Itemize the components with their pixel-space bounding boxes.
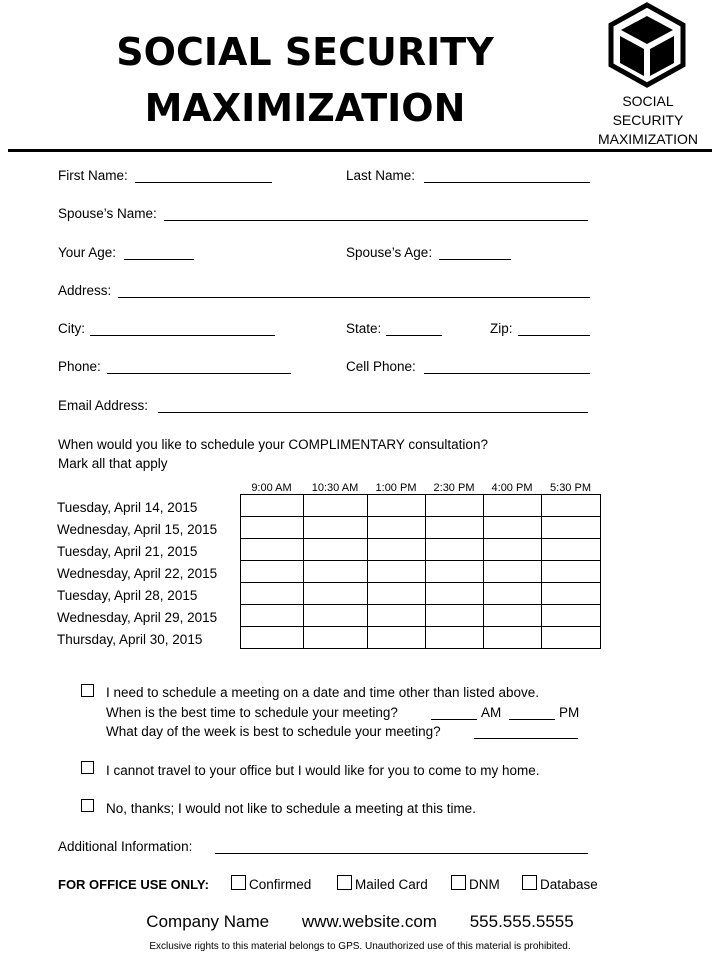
page-title-line1: SOCIAL SECURITY [116,30,494,74]
first-name-field[interactable] [135,182,272,183]
schedule-cell[interactable] [426,495,484,517]
schedule-cell[interactable] [304,517,368,539]
schedule-cell[interactable] [484,583,542,605]
schedule-cell[interactable] [426,539,484,561]
date-label: Tuesday, April 14, 2015 [57,500,198,515]
home-visit-label: I cannot travel to your office but I would like for you to come to my home. [106,763,540,778]
state-label: State: [346,321,382,336]
date-label: Wednesday, April 15, 2015 [57,522,218,537]
schedule-question: When would you like to schedule your COMPLIMENTARY consultation? [58,437,488,452]
home-visit-checkbox[interactable] [81,761,94,774]
footer-phone: 555.555.5555 [469,912,574,931]
your-age-field[interactable] [124,259,194,260]
schedule-cell[interactable] [542,517,601,539]
pm-label: PM [559,705,580,720]
copyright-note: Exclusive rights to this material belongs to GPS. Unauthorized use of this material is prohibited. [149,941,571,952]
schedule-row [241,517,601,539]
schedule-cell[interactable] [241,605,304,627]
best-time-am-field[interactable] [431,719,477,720]
date-label: Tuesday, April 21, 2015 [57,544,198,559]
header-divider [8,149,712,152]
schedule-cell[interactable] [426,583,484,605]
additional-info-field[interactable] [215,853,588,854]
time-header: 4:00 PM [491,482,533,494]
zip-label: Zip: [490,321,513,336]
best-time-pm-field[interactable] [509,719,555,720]
confirmed-label: Confirmed [249,877,312,892]
your-age-label: Your Age: [58,245,117,260]
schedule-cell[interactable] [484,605,542,627]
logo-text-line3: MAXIMIZATION [597,131,699,147]
company-name: Company Name [146,912,270,931]
schedule-cell[interactable] [368,539,426,561]
am-label: AM [481,705,502,720]
email-label: Email Address: [58,398,149,413]
email-field[interactable] [158,412,588,413]
schedule-cell[interactable] [426,605,484,627]
other-time-label: I need to schedule a meeting on a date and time other than listed above. [106,685,540,700]
spouse-name-label: Spouse’s Name: [58,206,157,221]
dnm-checkbox[interactable] [451,875,466,890]
schedule-cell[interactable] [368,561,426,583]
logo-text-line2: SECURITY [612,112,684,128]
database-label: Database [540,877,598,892]
spouse-name-field[interactable] [164,220,588,221]
mailed-card-checkbox[interactable] [337,875,352,890]
date-label: Wednesday, April 29, 2015 [57,610,218,625]
last-name-label: Last Name: [346,168,416,183]
schedule-cell[interactable] [241,561,304,583]
schedule-cell[interactable] [368,517,426,539]
state-field[interactable] [386,335,442,336]
logo-text [588,92,708,149]
schedule-cell[interactable] [304,583,368,605]
cell-phone-label: Cell Phone: [346,359,416,374]
schedule-row [241,561,601,583]
mailed-card-label: Mailed Card [355,877,428,892]
schedule-cell[interactable] [484,517,542,539]
phone-label: Phone: [58,359,101,374]
schedule-cell[interactable] [484,627,542,649]
spouse-age-field[interactable] [439,259,511,260]
schedule-row [241,605,601,627]
schedule-cell[interactable] [542,495,601,517]
schedule-grid [240,494,601,649]
page-title-line2: MAXIMIZATION [144,86,466,130]
address-field[interactable] [118,297,590,298]
time-header: 10:30 AM [311,482,359,494]
schedule-cell[interactable] [484,561,542,583]
schedule-row [241,539,601,561]
schedule-cell[interactable] [542,583,601,605]
schedule-cell[interactable] [241,517,304,539]
first-name-label: First Name: [58,168,128,183]
schedule-cell[interactable] [241,583,304,605]
schedule-cell[interactable] [368,495,426,517]
schedule-cell[interactable] [542,561,601,583]
city-label: City: [58,321,85,336]
website-link[interactable]: www.website.com [301,912,437,931]
schedule-cell[interactable] [368,627,426,649]
city-field[interactable] [90,335,275,336]
schedule-cell[interactable] [304,627,368,649]
logo-text-line1: SOCIAL [622,93,674,109]
schedule-row [241,627,601,649]
confirmed-checkbox[interactable] [231,875,246,890]
zip-field[interactable] [518,335,590,336]
last-name-field[interactable] [424,182,590,183]
schedule-cell[interactable] [241,495,304,517]
address-label: Address: [58,283,112,298]
best-day-field[interactable] [474,738,578,739]
schedule-cell[interactable] [426,627,484,649]
schedule-cell[interactable] [304,495,368,517]
cell-phone-field[interactable] [424,373,590,374]
schedule-cell[interactable] [426,517,484,539]
best-time-label: When is the best time to schedule your meeting? [106,705,398,720]
cube-logo-icon [607,2,687,88]
schedule-cell[interactable] [241,539,304,561]
schedule-cell[interactable] [241,627,304,649]
schedule-cell[interactable] [542,605,601,627]
date-label: Thursday, April 30, 2015 [57,632,203,647]
schedule-cell[interactable] [304,561,368,583]
schedule-cell[interactable] [304,605,368,627]
other-time-checkbox[interactable] [81,684,94,697]
schedule-row [241,583,601,605]
no-thanks-label: No, thanks; I would not like to schedule a meeting at this time. [106,801,476,816]
schedule-cell[interactable] [304,539,368,561]
schedule-instruction: Mark all that apply [58,456,168,471]
phone-field[interactable] [107,373,291,374]
date-label: Tuesday, April 28, 2015 [57,588,198,603]
time-header: 1:00 PM [375,482,417,494]
schedule-row [241,495,601,517]
schedule-cell[interactable] [426,561,484,583]
office-use-label: FOR OFFICE USE ONLY: [58,877,209,892]
schedule-cell[interactable] [542,539,601,561]
dnm-label: DNM [469,877,500,892]
date-label: Wednesday, April 22, 2015 [57,566,218,581]
footer-contact [0,912,720,932]
no-thanks-checkbox[interactable] [81,799,94,812]
schedule-cell[interactable] [484,495,542,517]
additional-info-label: Additional Information: [58,839,193,854]
spouse-age-label: Spouse’s Age: [346,245,433,260]
best-day-label: What day of the week is best to schedule your meeting? [106,724,441,739]
time-header: 9:00 AM [251,482,292,494]
schedule-cell[interactable] [368,583,426,605]
schedule-cell[interactable] [484,539,542,561]
time-header: 2:30 PM [433,482,475,494]
time-header: 5:30 PM [550,482,591,494]
database-checkbox[interactable] [522,875,537,890]
schedule-cell[interactable] [542,627,601,649]
schedule-cell[interactable] [368,605,426,627]
